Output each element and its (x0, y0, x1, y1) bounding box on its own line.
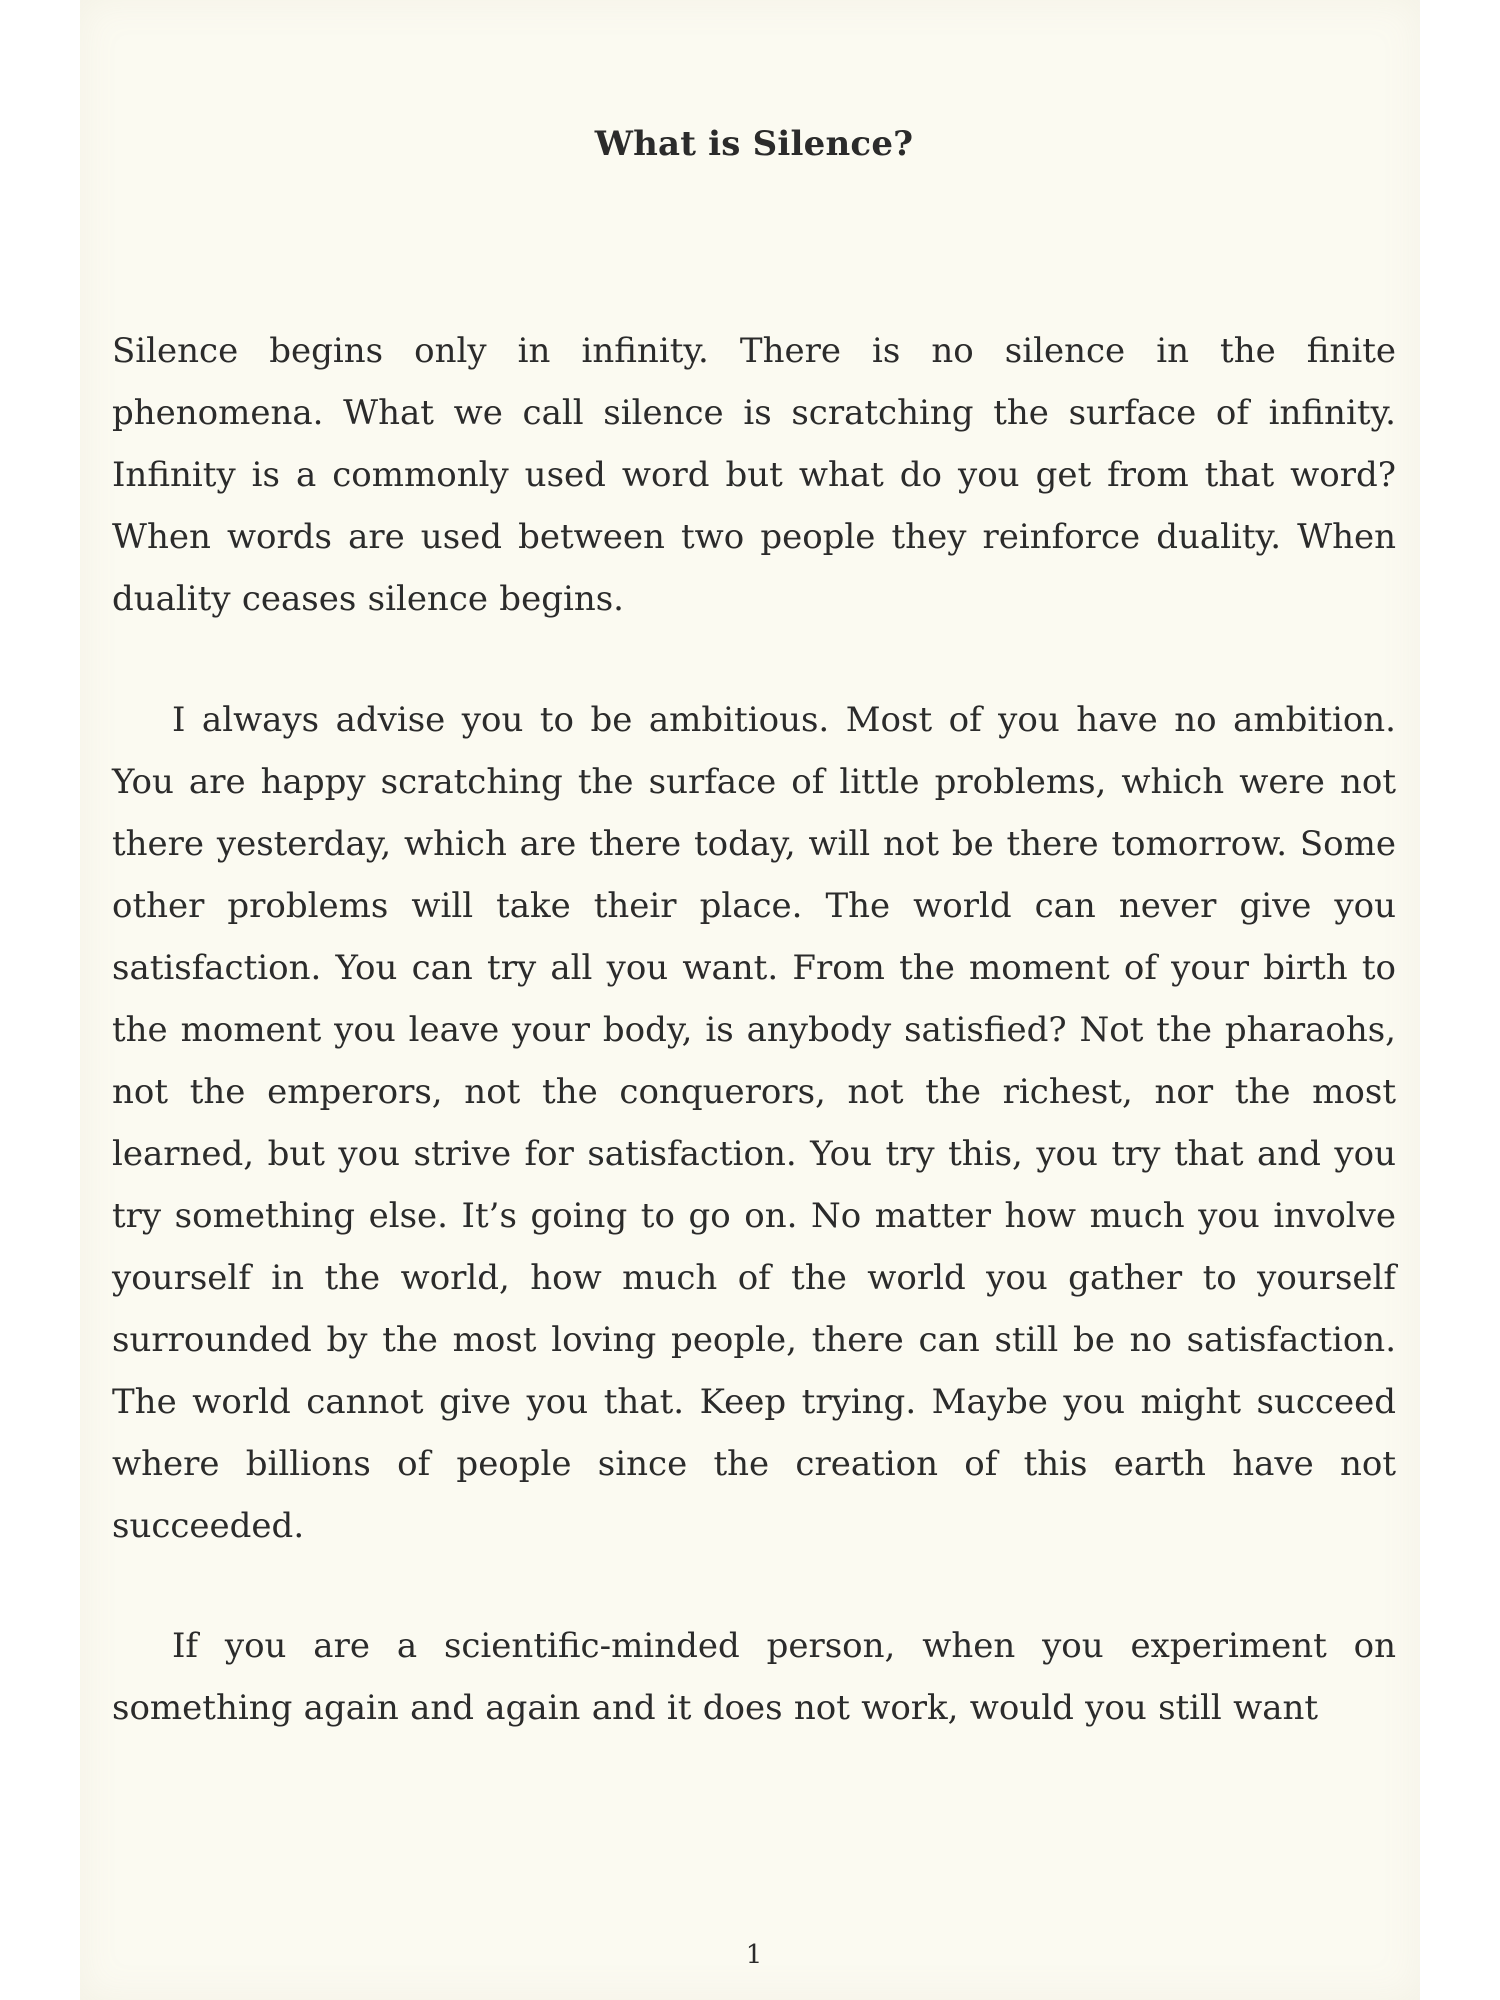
page-number: 1 (745, 1940, 763, 1970)
chapter-heading: What is Silence? (594, 124, 914, 164)
book-page (80, 0, 1420, 2000)
paragraph-2: I always advise you to be ambitious. Most of you have no ambition. You are happy scratching the surface of little problems, which were not there yesterday, which are there today, will not be there tomorrow. Some other problems will take their place. The world can never give you satisfaction. You can try all you want. From the moment of your birth to the moment you leave your body, is anybody satisfied? Not the pharaohs, not the emperors, not the conquerors, not the richest, nor the most learned, but you strive for satisfaction. You try this, you try that and you try something else. It’s going to go on. No matter how much you involve yourself in the world, how much of the world you gather to yourself surrounded by the most loving people, there can still be no satisfaction. The world cannot give you that. Keep trying. Maybe you might succeed where billions of people since the creation of this earth have not succeeded. (112, 700, 1396, 1546)
paragraph-3: If you are a scientific-minded person, when you experiment on something again and again and it does not work, would you still want (112, 1626, 1396, 1728)
paragraph-1: Silence begins only in infinity. There is no silence in the finite phenomena. What we call silence is scratching the surface of infinity. Infinity is a commonly used word but what do you get from that word? When words are used between two people they reinforce duality. When duality ceases silence begins. (112, 331, 1396, 619)
